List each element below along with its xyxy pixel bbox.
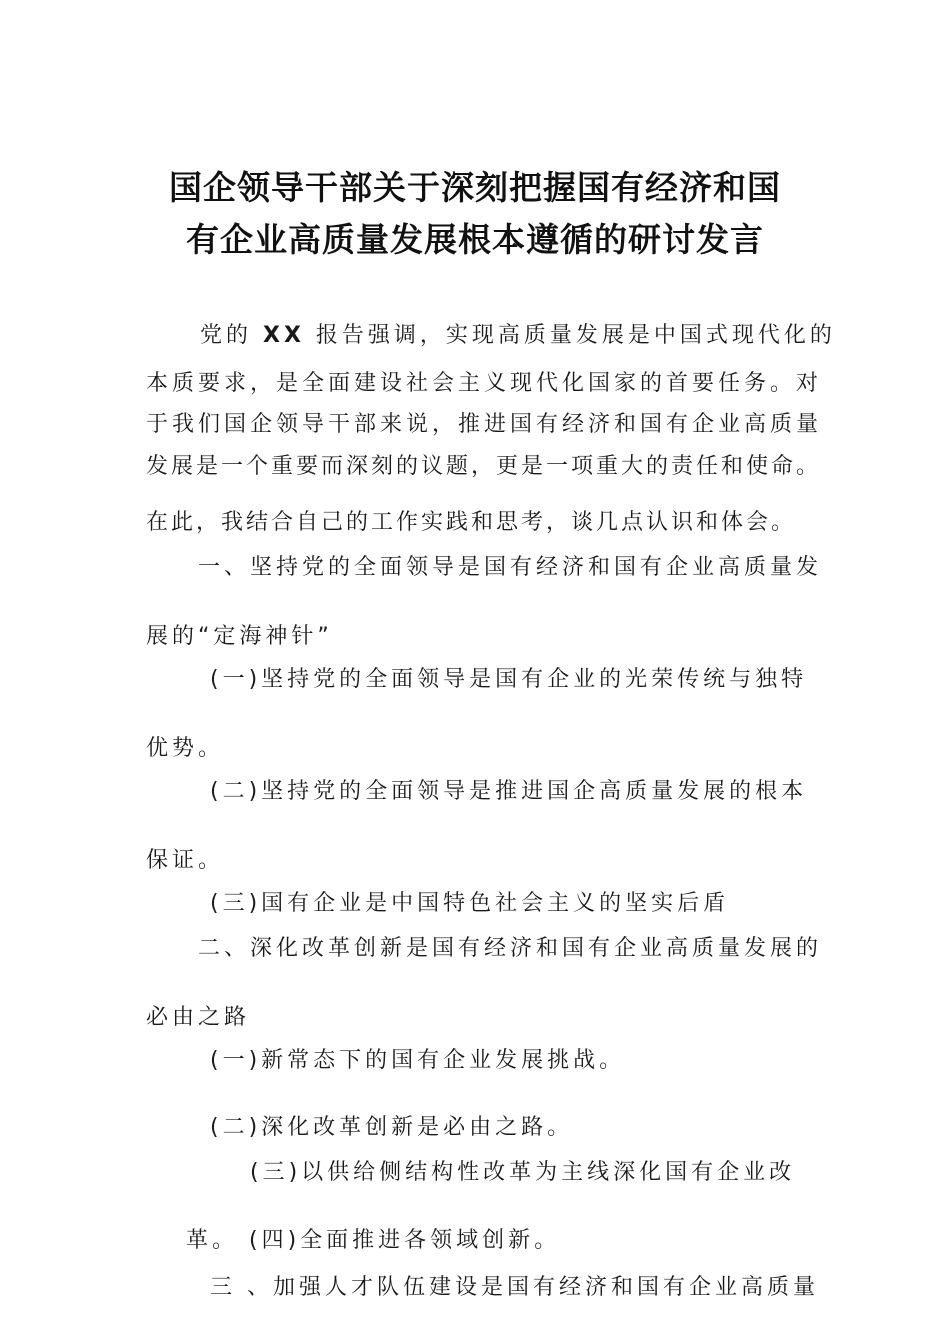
section-2-item-3-line-1: (三)以供给侧结构性改革为主线深化国有企业改 — [250, 1160, 796, 1185]
section-2-item-2: (二)深化改革创新是必由之路。 — [210, 1115, 574, 1140]
intro-line-1-pre: 党的 — [200, 323, 263, 348]
section-1-item-1-line-2: 优势。 — [146, 736, 225, 761]
section-2-item-3-line-2: 革。 (四)全面推进各领域创新。 — [186, 1228, 561, 1253]
section-1-item-2-line-1: (二)坚持党的全面领导是推进国企高质量发展的根本 — [210, 779, 808, 804]
document-title-line-2: 有企业高质量发展根本遵循的研讨发言 — [186, 220, 764, 259]
section-1-heading-line-1: 一、坚持党的全面领导是国有经济和国有企业高质量发 — [198, 555, 823, 580]
intro-line-3: 于我们国企领导干部来说，推进国有经济和国有企业高质量 — [146, 412, 823, 437]
section-2-item-1: (一)新常态下的国有企业发展挑战。 — [210, 1048, 626, 1073]
section-2-heading-line-2: 必由之路 — [146, 1005, 251, 1030]
section-1-heading-line-2: 展的“定海神针” — [146, 624, 333, 649]
section-1-item-3: (三)国有企业是中国特色社会主义的坚实后盾 — [210, 891, 730, 916]
section-2-heading-line-1: 二、深化改革创新是国有经济和国有企业高质量发展的 — [198, 936, 823, 961]
document-title-line-1: 国企领导干部关于深刻把握国有经济和国 — [169, 168, 781, 207]
report-number: XX — [263, 323, 305, 348]
section-1-item-1-line-1: (一)坚持党的全面领导是国有企业的光荣传统与独特 — [210, 667, 808, 692]
intro-line-1 — [200, 318, 836, 349]
intro-line-5: 在此，我结合自己的工作实践和思考，谈几点认识和体会。 — [146, 510, 797, 535]
intro-line-1-post: 报告强调，实现高质量发展是中国式现代化的 — [304, 323, 836, 348]
section-3-heading-line-1: 三 、加强人才队伍建设是国有经济和国有企业高质量 — [210, 1275, 819, 1300]
section-1-item-2-line-2: 保证。 — [146, 848, 225, 873]
intro-line-4: 发展是一个重要而深刻的议题，更是一项重大的责任和使命。 — [146, 454, 822, 479]
intro-line-2: 本质要求，是全面建设社会主义现代化国家的首要任务。对 — [146, 371, 823, 396]
